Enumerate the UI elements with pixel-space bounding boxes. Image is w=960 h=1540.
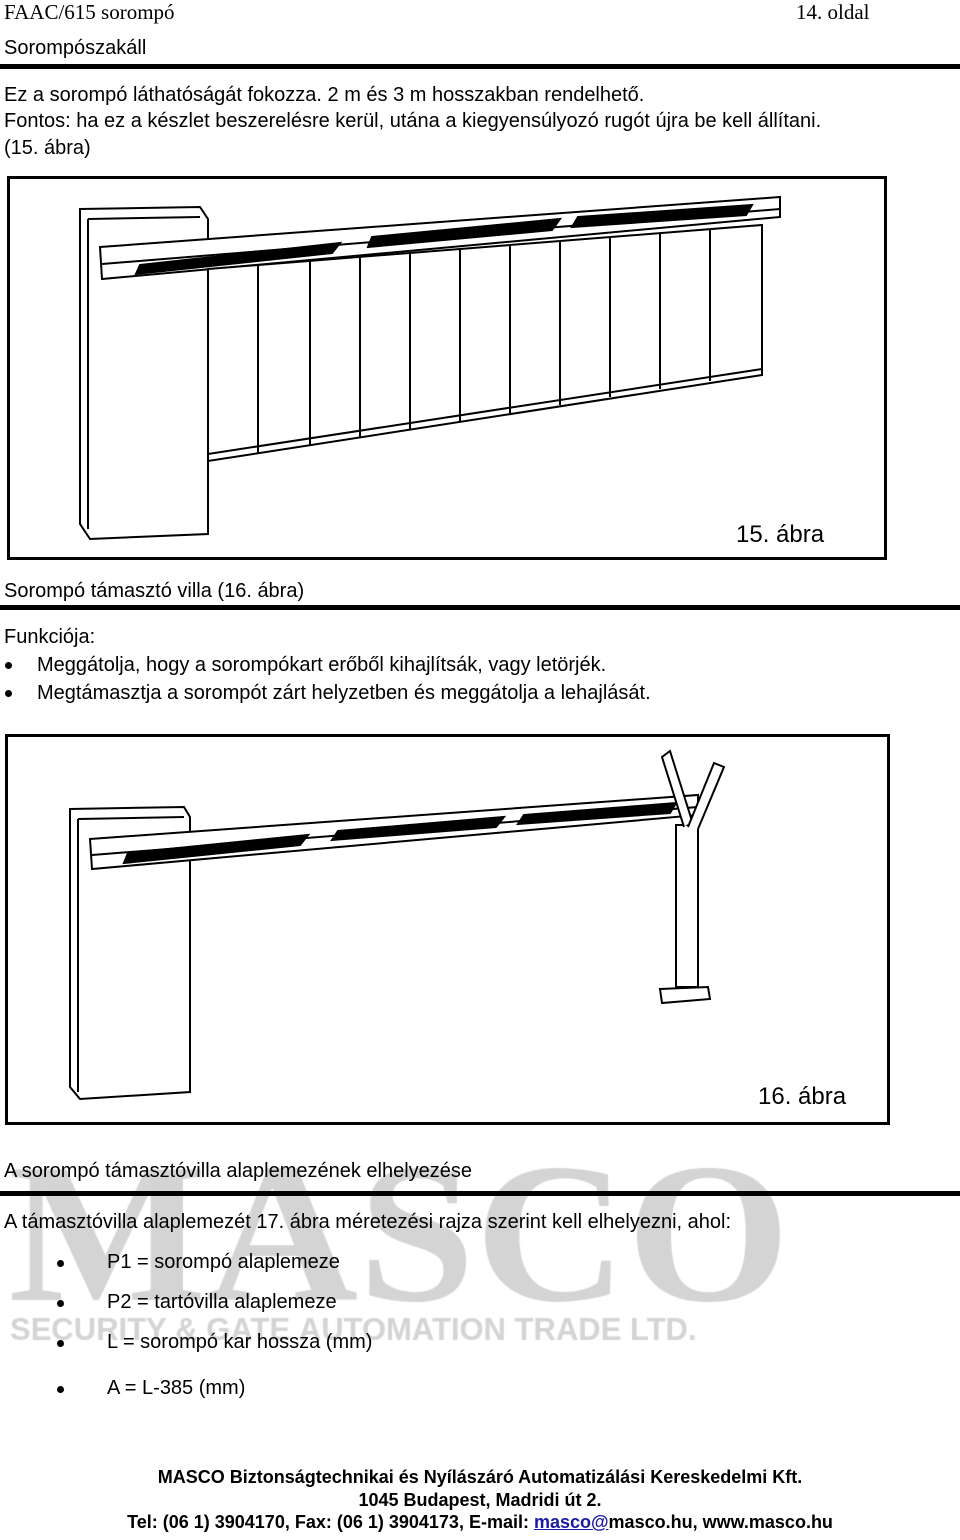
- list-item: L = sorompó kar hossza (mm): [107, 1331, 373, 1353]
- bullet-icon: [57, 1260, 64, 1267]
- footer-address: 1045 Budapest, Madridi út 2.: [358, 1490, 602, 1510]
- barrier-skirt-drawing: [10, 179, 884, 557]
- list-item: Meggátolja, hogy a sorompókart erőből kihajlítsák, vagy letörjék.: [37, 654, 607, 676]
- list-item: A = L-385 (mm): [107, 1377, 246, 1399]
- watermark-logo-image: [0, 1120, 960, 1360]
- list-item: P2 = tartóvilla alaplemeze: [107, 1291, 337, 1313]
- email-link[interactable]: masco@: [533, 1512, 609, 1532]
- footer-contact: [0, 1512, 960, 1533]
- contact-text: Tel: (06 1) 3904170, Fax: (06 1) 3904173, E-mail:: [127, 1512, 534, 1532]
- paragraph-line: Ez a sorompó láthatóságát fokozza. 2 m és 3 m hosszakban rendelhető.: [4, 84, 645, 106]
- footer-company: MASCO Biztonságtechnikai és Nyílászáró Automatizálási Kereskedelmi Kft.: [157, 1467, 803, 1487]
- figure-caption: 16. ábra: [758, 1083, 847, 1110]
- bullet-icon: [5, 662, 12, 669]
- bullet-icon: [57, 1386, 64, 1393]
- figure-15: [7, 176, 887, 560]
- section-title: A sorompó támasztóvilla alaplemezének elhelyezése: [4, 1160, 473, 1182]
- paragraph-intro: A támasztóvilla alaplemezét 17. ábra méretezési rajza szerint kell elhelyezni, ahol:: [4, 1211, 732, 1233]
- list-item: P1 = sorompó alaplemeze: [107, 1251, 340, 1273]
- section-divider: [0, 1191, 960, 1196]
- list-item: Megtámasztja a sorompót zárt helyzetben és meggátolja a lehajlását.: [37, 682, 651, 704]
- paragraph-intro: Funkciója:: [4, 626, 96, 648]
- figure-caption: 15. ábra: [736, 521, 825, 548]
- section-divider: [0, 605, 960, 610]
- paragraph-line: (15. ábra): [4, 137, 91, 159]
- contact-text-suffix: masco.hu, www.masco.hu: [608, 1512, 833, 1532]
- document-title: FAAC/615 sorompó: [4, 0, 175, 24]
- bullet-icon: [5, 690, 12, 697]
- bullet-icon: [57, 1300, 64, 1307]
- section-title: Sorompó támasztó villa (16. ábra): [4, 580, 305, 602]
- barrier-support-fork-drawing: [8, 737, 887, 1122]
- page-number: 14. oldal: [796, 0, 870, 24]
- bullet-icon: [57, 1340, 64, 1347]
- section-title: Sorompószakáll: [4, 37, 147, 59]
- paragraph-line: Fontos: ha ez a készlet beszerelésre kerül, utána a kiegyensúlyozó rugót újra be kell állítani.: [4, 110, 822, 132]
- figure-16: [5, 734, 890, 1125]
- section-divider: [0, 64, 960, 69]
